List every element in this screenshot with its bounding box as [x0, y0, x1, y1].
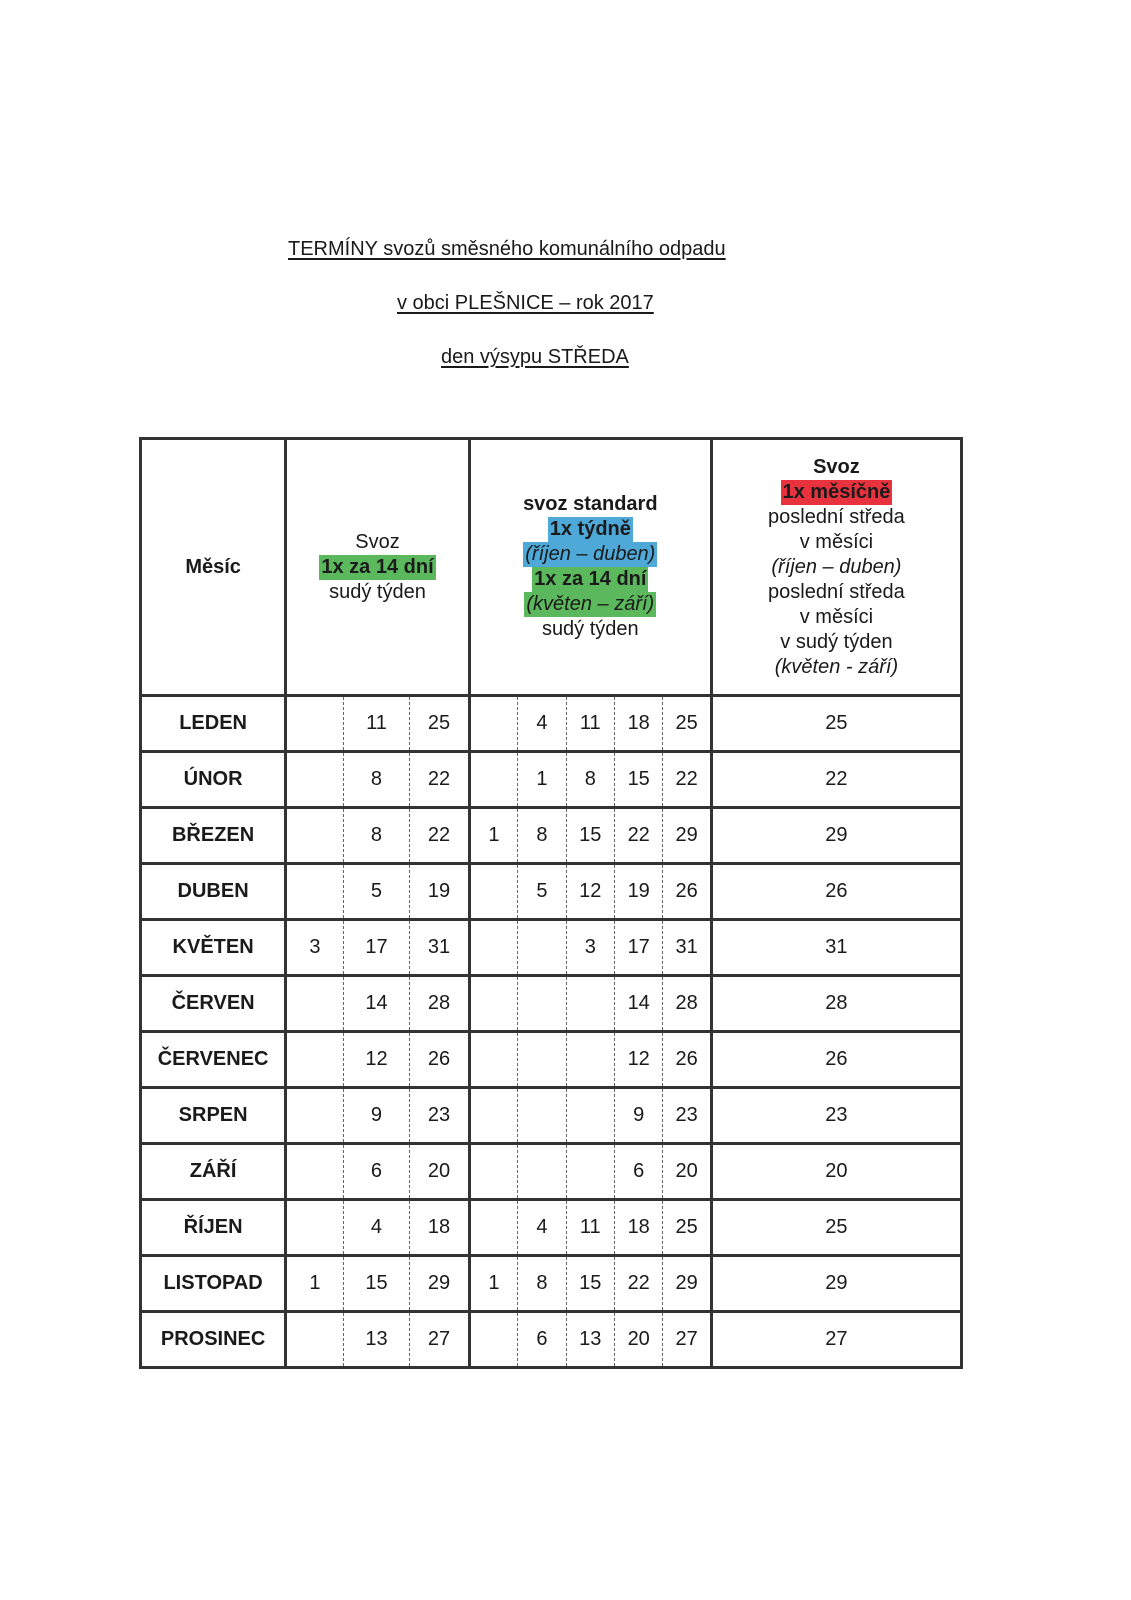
standard-cell: 1 — [469, 1256, 517, 1312]
biweekly-cell — [286, 976, 343, 1032]
standard-cell: 6 — [614, 1144, 662, 1200]
monthly-header-frequency: 1x měsíčně — [782, 480, 891, 503]
standard-cell — [566, 1144, 614, 1200]
standard-cell: 26 — [663, 1032, 711, 1088]
title-line-2: v obci PLEŠNICE – rok 2017 — [397, 292, 654, 314]
month-cell: KVĚTEN — [141, 920, 286, 976]
standard-cell: 22 — [614, 808, 662, 864]
biweekly-cell — [286, 1144, 343, 1200]
standard-cell: 25 — [663, 1200, 711, 1256]
biweekly-header-line1: Svoz — [355, 530, 400, 553]
biweekly-cell: 4 — [343, 1200, 410, 1256]
standard-cell: 3 — [566, 920, 614, 976]
table-row — [141, 864, 962, 920]
monthly-cell: 23 — [711, 1088, 961, 1144]
table-row — [141, 1200, 962, 1256]
standard-cell: 8 — [566, 752, 614, 808]
standard-cell: 26 — [663, 864, 711, 920]
standard-cell — [469, 1144, 517, 1200]
monthly-header-line6: poslední středa — [768, 580, 905, 603]
table-row — [141, 752, 962, 808]
monthly-cell: 20 — [711, 1144, 961, 1200]
standard-cell: 25 — [663, 696, 711, 752]
standard-cell: 22 — [663, 752, 711, 808]
title-line-1: TERMÍNY svozů směsného komunálního odpadu — [288, 238, 726, 260]
biweekly-cell: 8 — [343, 752, 410, 808]
monthly-header-line7: v měsíci — [799, 605, 874, 628]
biweekly-cell: 28 — [410, 976, 470, 1032]
monthly-cell: 26 — [711, 864, 961, 920]
header-row — [141, 439, 962, 696]
schedule-table — [139, 437, 963, 1369]
biweekly-cell: 13 — [343, 1312, 410, 1368]
monthly-cell: 31 — [711, 920, 961, 976]
biweekly-header — [286, 439, 470, 696]
standard-cell: 4 — [518, 696, 566, 752]
biweekly-cell: 27 — [410, 1312, 470, 1368]
biweekly-cell: 18 — [410, 1200, 470, 1256]
biweekly-cell: 12 — [343, 1032, 410, 1088]
biweekly-cell: 22 — [410, 752, 470, 808]
biweekly-cell: 31 — [410, 920, 470, 976]
monthly-header-line4: v měsíci — [799, 530, 874, 553]
biweekly-cell: 8 — [343, 808, 410, 864]
standard-cell — [518, 976, 566, 1032]
standard-cell — [469, 1312, 517, 1368]
standard-cell: 11 — [566, 696, 614, 752]
standard-cell: 6 — [518, 1312, 566, 1368]
standard-cell: 27 — [663, 1312, 711, 1368]
biweekly-cell: 5 — [343, 864, 410, 920]
standard-cell: 18 — [614, 696, 662, 752]
month-cell: LISTOPAD — [141, 1256, 286, 1312]
monthly-header-line3: poslední středa — [768, 505, 905, 528]
table-row — [141, 1256, 962, 1312]
month-cell: ÚNOR — [141, 752, 286, 808]
standard-cell: 5 — [518, 864, 566, 920]
standard-cell — [469, 920, 517, 976]
monthly-cell: 26 — [711, 1032, 961, 1088]
monthly-cell: 22 — [711, 752, 961, 808]
biweekly-cell — [286, 752, 343, 808]
table-row — [141, 1144, 962, 1200]
monthly-cell: 28 — [711, 976, 961, 1032]
standard-cell: 12 — [566, 864, 614, 920]
biweekly-cell: 29 — [410, 1256, 470, 1312]
month-cell: ŘÍJEN — [141, 1200, 286, 1256]
standard-cell: 14 — [614, 976, 662, 1032]
monthly-header — [711, 439, 961, 696]
biweekly-cell: 1 — [286, 1256, 343, 1312]
biweekly-cell: 14 — [343, 976, 410, 1032]
standard-cell: 8 — [518, 1256, 566, 1312]
biweekly-cell — [286, 1200, 343, 1256]
month-cell: BŘEZEN — [141, 808, 286, 864]
standard-cell: 20 — [663, 1144, 711, 1200]
standard-cell — [518, 1032, 566, 1088]
standard-cell — [518, 920, 566, 976]
standard-cell: 29 — [663, 808, 711, 864]
table-row — [141, 1032, 962, 1088]
standard-cell: 19 — [614, 864, 662, 920]
monthly-header-line8: v sudý týden — [780, 630, 893, 653]
biweekly-header-frequency: 1x za 14 dní — [321, 555, 434, 578]
month-header: Měsíc — [141, 439, 286, 696]
monthly-header-line9: (květen - září) — [774, 655, 899, 678]
standard-cell: 13 — [566, 1312, 614, 1368]
biweekly-cell: 15 — [343, 1256, 410, 1312]
table-row — [141, 696, 962, 752]
biweekly-cell: 20 — [410, 1144, 470, 1200]
standard-cell: 29 — [663, 1256, 711, 1312]
standard-cell — [518, 1088, 566, 1144]
table-row — [141, 920, 962, 976]
standard-cell: 15 — [566, 808, 614, 864]
biweekly-cell: 17 — [343, 920, 410, 976]
monthly-cell: 25 — [711, 1200, 961, 1256]
standard-cell — [469, 1088, 517, 1144]
title-line-3: den výsypu STŘEDA — [441, 346, 629, 368]
biweekly-cell: 11 — [343, 696, 410, 752]
standard-cell — [566, 1088, 614, 1144]
standard-header-weekly: 1x týdně — [549, 518, 631, 540]
biweekly-cell: 19 — [410, 864, 470, 920]
monthly-cell: 27 — [711, 1312, 961, 1368]
month-cell: ČERVENEC — [141, 1032, 286, 1088]
biweekly-cell — [286, 1312, 343, 1368]
table-row — [141, 1088, 962, 1144]
standard-cell — [469, 864, 517, 920]
standard-cell — [469, 976, 517, 1032]
standard-header-week: sudý týden — [541, 618, 639, 640]
biweekly-cell: 9 — [343, 1088, 410, 1144]
biweekly-cell: 26 — [410, 1032, 470, 1088]
biweekly-cell: 23 — [410, 1088, 470, 1144]
table-row — [141, 808, 962, 864]
monthly-header-line5: (říjen – duben) — [771, 555, 902, 578]
standard-cell: 31 — [663, 920, 711, 976]
standard-cell: 28 — [663, 976, 711, 1032]
standard-cell: 8 — [518, 808, 566, 864]
monthly-header-title: Svoz — [813, 455, 860, 478]
biweekly-header-week: sudý týden — [329, 580, 426, 603]
standard-cell — [469, 696, 517, 752]
monthly-cell: 25 — [711, 696, 961, 752]
standard-cell — [566, 1032, 614, 1088]
biweekly-cell — [286, 808, 343, 864]
standard-cell: 11 — [566, 1200, 614, 1256]
biweekly-cell: 6 — [343, 1144, 410, 1200]
standard-cell — [469, 752, 517, 808]
biweekly-cell — [286, 696, 343, 752]
standard-cell — [518, 1144, 566, 1200]
standard-cell: 18 — [614, 1200, 662, 1256]
month-cell: SRPEN — [141, 1088, 286, 1144]
standard-cell — [566, 976, 614, 1032]
standard-cell: 22 — [614, 1256, 662, 1312]
table-row — [141, 1312, 962, 1368]
standard-header-biweekly-period: (květen – září) — [526, 593, 655, 615]
standard-header-title: svoz standard — [523, 493, 658, 515]
schedule-body — [141, 696, 962, 1368]
standard-cell: 4 — [518, 1200, 566, 1256]
month-cell: DUBEN — [141, 864, 286, 920]
table-row — [141, 976, 962, 1032]
biweekly-cell — [286, 1032, 343, 1088]
standard-cell: 1 — [469, 808, 517, 864]
standard-cell: 23 — [663, 1088, 711, 1144]
monthly-cell: 29 — [711, 808, 961, 864]
biweekly-cell — [286, 1088, 343, 1144]
standard-header-weekly-period: (říjen – duben) — [525, 543, 656, 565]
standard-cell: 15 — [566, 1256, 614, 1312]
monthly-cell: 29 — [711, 1256, 961, 1312]
biweekly-cell: 25 — [410, 696, 470, 752]
standard-cell: 12 — [614, 1032, 662, 1088]
biweekly-cell: 3 — [286, 920, 343, 976]
month-cell: PROSINEC — [141, 1312, 286, 1368]
month-cell: ZÁŘÍ — [141, 1144, 286, 1200]
standard-cell: 20 — [614, 1312, 662, 1368]
standard-cell — [469, 1200, 517, 1256]
standard-cell: 17 — [614, 920, 662, 976]
standard-header — [469, 439, 711, 696]
standard-cell: 15 — [614, 752, 662, 808]
month-cell: LEDEN — [141, 696, 286, 752]
standard-cell — [469, 1032, 517, 1088]
biweekly-cell — [286, 864, 343, 920]
standard-header-biweekly: 1x za 14 dní — [534, 568, 647, 590]
biweekly-cell: 22 — [410, 808, 470, 864]
standard-cell: 1 — [518, 752, 566, 808]
month-cell: ČERVEN — [141, 976, 286, 1032]
standard-cell: 9 — [614, 1088, 662, 1144]
